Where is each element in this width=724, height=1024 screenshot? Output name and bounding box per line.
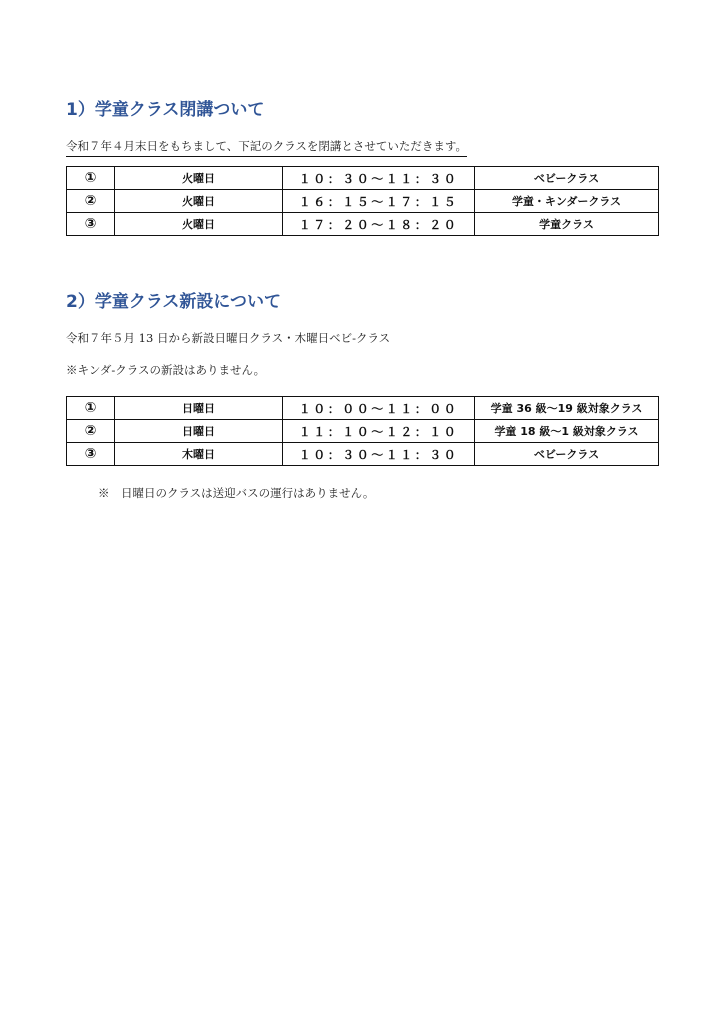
- table-row: [67, 190, 659, 213]
- row-class: 学童 36 級～19 級対象クラス: [475, 397, 659, 420]
- row-class: 学童・キンダークラス: [475, 190, 659, 213]
- row-day: 火曜日: [115, 167, 283, 190]
- row-day: 火曜日: [115, 190, 283, 213]
- table-row: [67, 397, 659, 420]
- row-time: １１：１０～１２：１０: [283, 420, 475, 443]
- row-day: 日曜日: [115, 397, 283, 420]
- row-time: １０：３０～１１：３０: [283, 167, 475, 190]
- table-row: [67, 213, 659, 236]
- row-class: ベビークラス: [475, 167, 659, 190]
- section-2-note: ※キンダ-クラスの新設はありません。: [66, 363, 266, 377]
- table-row: [67, 420, 659, 443]
- section-1-intro: 令和７年４月末日をもちまして、下記のクラスを閉講とさせていただきます。: [66, 138, 467, 157]
- section-2-footnote: ※ 日曜日のクラスは送迎バスの運行はありません。: [98, 486, 375, 500]
- row-number: ②: [67, 420, 115, 443]
- closed-classes-table: [66, 166, 659, 236]
- row-day: 火曜日: [115, 213, 283, 236]
- row-time: １０：００～１１：００: [283, 397, 475, 420]
- row-class: 学童クラス: [475, 213, 659, 236]
- row-class: ベビークラス: [475, 443, 659, 466]
- row-number: ③: [67, 443, 115, 466]
- row-time: １７：２０～１８：２０: [283, 213, 475, 236]
- row-time: １０：３０～１１：３０: [283, 443, 475, 466]
- section-2-intro: 令和７年５月 13 日から新設日曜日クラス・木曜日ベビ-クラス: [66, 331, 391, 345]
- row-number: ②: [67, 190, 115, 213]
- row-number: ③: [67, 213, 115, 236]
- table-row: [67, 167, 659, 190]
- section-2-title: 2）学童クラス新設について: [66, 292, 281, 312]
- row-day: 日曜日: [115, 420, 283, 443]
- row-day: 木曜日: [115, 443, 283, 466]
- new-classes-table: [66, 396, 659, 466]
- row-class: 学童 18 級～1 級対象クラス: [475, 420, 659, 443]
- row-time: １６：１５～１７：１５: [283, 190, 475, 213]
- row-number: ①: [67, 167, 115, 190]
- row-number: ①: [67, 397, 115, 420]
- table-row: [67, 443, 659, 466]
- section-1-title: 1）学童クラス閉講ついて: [66, 100, 265, 120]
